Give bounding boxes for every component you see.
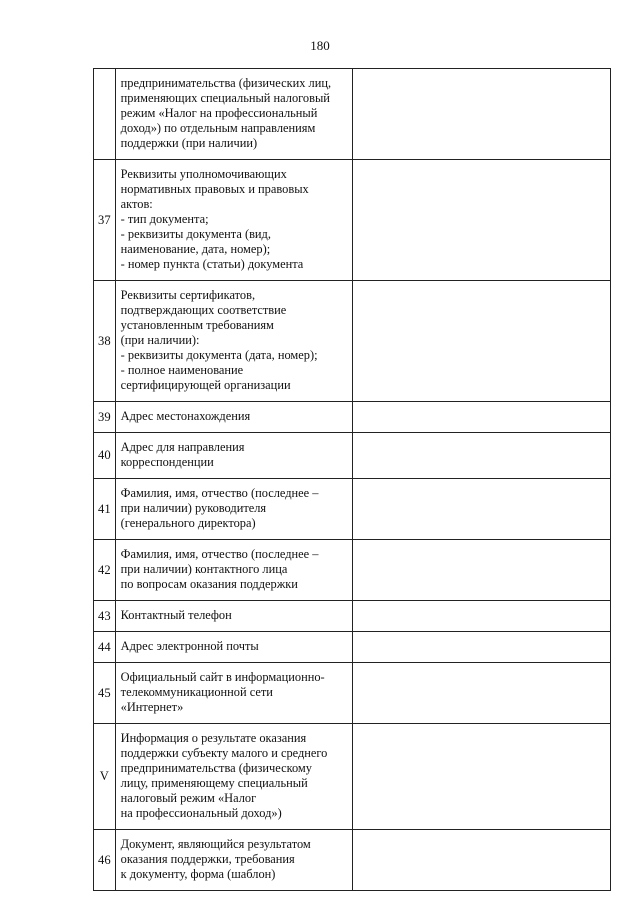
- table-row: [94, 69, 611, 160]
- row-value-cell: [353, 724, 611, 830]
- row-value-cell: [353, 663, 611, 724]
- table-row: [94, 724, 611, 830]
- row-value-cell: [353, 632, 611, 663]
- table-row: [94, 402, 611, 433]
- table-row: [94, 663, 611, 724]
- row-value-cell: [353, 540, 611, 601]
- row-number: 43: [94, 601, 116, 632]
- row-number: 40: [94, 433, 116, 479]
- row-number: 44: [94, 632, 116, 663]
- row-description: Информация о результате оказания поддержки субъекту малого и среднего предпринимательства (физическому лицу, применяющему специальный налоговый режим «Налог на профессиональный доход»): [115, 724, 352, 830]
- row-description: Адрес для направления корреспонденции: [115, 433, 352, 479]
- table-row: [94, 540, 611, 601]
- row-value-cell: [353, 160, 611, 281]
- table-row: [94, 160, 611, 281]
- table-row: [94, 601, 611, 632]
- row-description: предпринимательства (физических лиц, применяющих специальный налоговый режим «Налог на профессиональный доход») по отдельным направлениям поддержки (при наличии): [115, 69, 352, 160]
- row-value-cell: [353, 433, 611, 479]
- row-number: 38: [94, 281, 116, 402]
- row-value-cell: [353, 830, 611, 891]
- row-value-cell: [353, 281, 611, 402]
- row-description: Реквизиты сертификатов, подтверждающих соответствие установленным требованиям (при наличии): - реквизиты документа (дата, номер); - полное наименование сертифицирующей организации: [115, 281, 352, 402]
- row-description: Фамилия, имя, отчество (последнее – при наличии) контактного лица по вопросам оказания поддержки: [115, 540, 352, 601]
- row-description: Фамилия, имя, отчество (последнее – при наличии) руководителя (генерального директора): [115, 479, 352, 540]
- page-number: 180: [310, 38, 330, 53]
- row-value-cell: [353, 402, 611, 433]
- row-description: Адрес электронной почты: [115, 632, 352, 663]
- table-row: [94, 830, 611, 891]
- row-value-cell: [353, 69, 611, 160]
- row-number: 39: [94, 402, 116, 433]
- table-row: [94, 479, 611, 540]
- row-description: Контактный телефон: [115, 601, 352, 632]
- table-row: [94, 632, 611, 663]
- row-number: 46: [94, 830, 116, 891]
- row-value-cell: [353, 479, 611, 540]
- row-description: Реквизиты уполномочивающих нормативных правовых и правовых актов: - тип документа; - реквизиты документа (вид, наименование, дата, номер); - номер пункта (статьи) документа: [115, 160, 352, 281]
- row-description: Официальный сайт в информационно- телекоммуникационной сети «Интернет»: [115, 663, 352, 724]
- row-number: 45: [94, 663, 116, 724]
- row-number: V: [94, 724, 116, 830]
- row-description: Адрес местонахождения: [115, 402, 352, 433]
- data-table: [93, 68, 611, 891]
- row-number: 41: [94, 479, 116, 540]
- table-row: [94, 433, 611, 479]
- table-row: [94, 281, 611, 402]
- row-number: [94, 69, 116, 160]
- row-number: 42: [94, 540, 116, 601]
- row-number: 37: [94, 160, 116, 281]
- row-description: Документ, являющийся результатом оказания поддержки, требования к документу, форма (шаблон): [115, 830, 352, 891]
- row-value-cell: [353, 601, 611, 632]
